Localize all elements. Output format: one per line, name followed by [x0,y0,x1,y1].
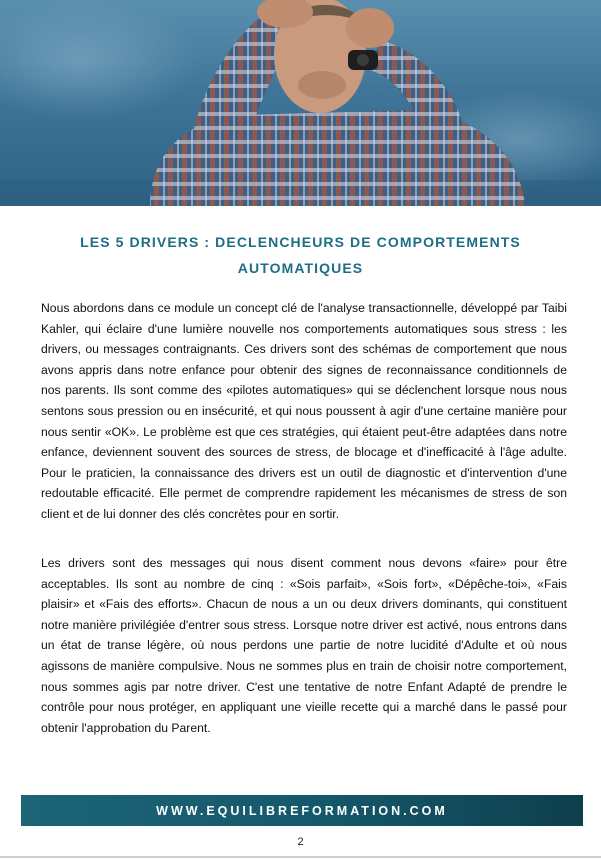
website-url[interactable]: WWW.EQUILIBREFORMATION.COM [156,803,448,818]
stressed-man-illustration [0,0,601,206]
bottom-divider [0,856,601,858]
page-title: LES 5 DRIVERS : DECLENCHEURS DE COMPORTEMENTS AUTOMATIQUES [80,234,521,276]
page-number: 2 [297,836,304,848]
hero-photo [0,0,601,206]
body-paragraph-2: Les drivers sont des messages qui nous disent comment nous devons «faire» pour être acceptables. Ils sont au nombre de cinq : «Sois parfait», «Sois fort», «Dépêche-toi», «Fais plaisir» et «Fais des efforts». Chacun de nous a un ou deux drivers dominants, qui constituent notre manière privilégiée d'entrer sous stress. Lorsque notre driver est activé, nous entrons dans un état de transe légère, où nous perdons une partie de notre lucidité d'Adulte et où nous agissons de manière compulsive. Nous ne sommes plus en train de choisir notre comportement, nous sommes agis par notre driver. C'est une tentative de notre Enfant Adapté de prendre le contrôle pour nous protéger, en appliquant une vieille recette qui a marché dans le passé pour obtenir l'approbation du Parent. [41,556,567,735]
body-paragraph-1: Nous abordons dans ce module un concept clé de l'analyse transactionnelle, développé par Taibi Kahler, qui éclaire d'une lumière nouvelle nos comportements automatiques sous stress : les drivers, ou messages contraignants. Ces drivers sont des schémas de comportement que nous avons appris dans notre enfance pour obtenir des signes de reconnaissance conditionnels de nos parents. Ils sont comme des «pilotes automatiques» qui se déclenchent lorsque nous nous sentons sous pression ou en insécurité, et qui nous poussent à agir d'une certaine manière pour nous sentir «OK». Le problème est que ces stratégies, qui étaient peut-être adaptées dans notre enfance, deviennent souvent des sources de stress, de blocage et d'inefficacité à l'âge adulte. Pour le praticien, la connaissance des drivers est un outil de diagnostic et d'intervention d'une redoutable efficacité. Elle permet de comprendre rapidement les mécanismes de stress de son client et de lui donner des clés concrètes pour en sortir. [41,301,567,521]
footer-banner [21,795,583,826]
